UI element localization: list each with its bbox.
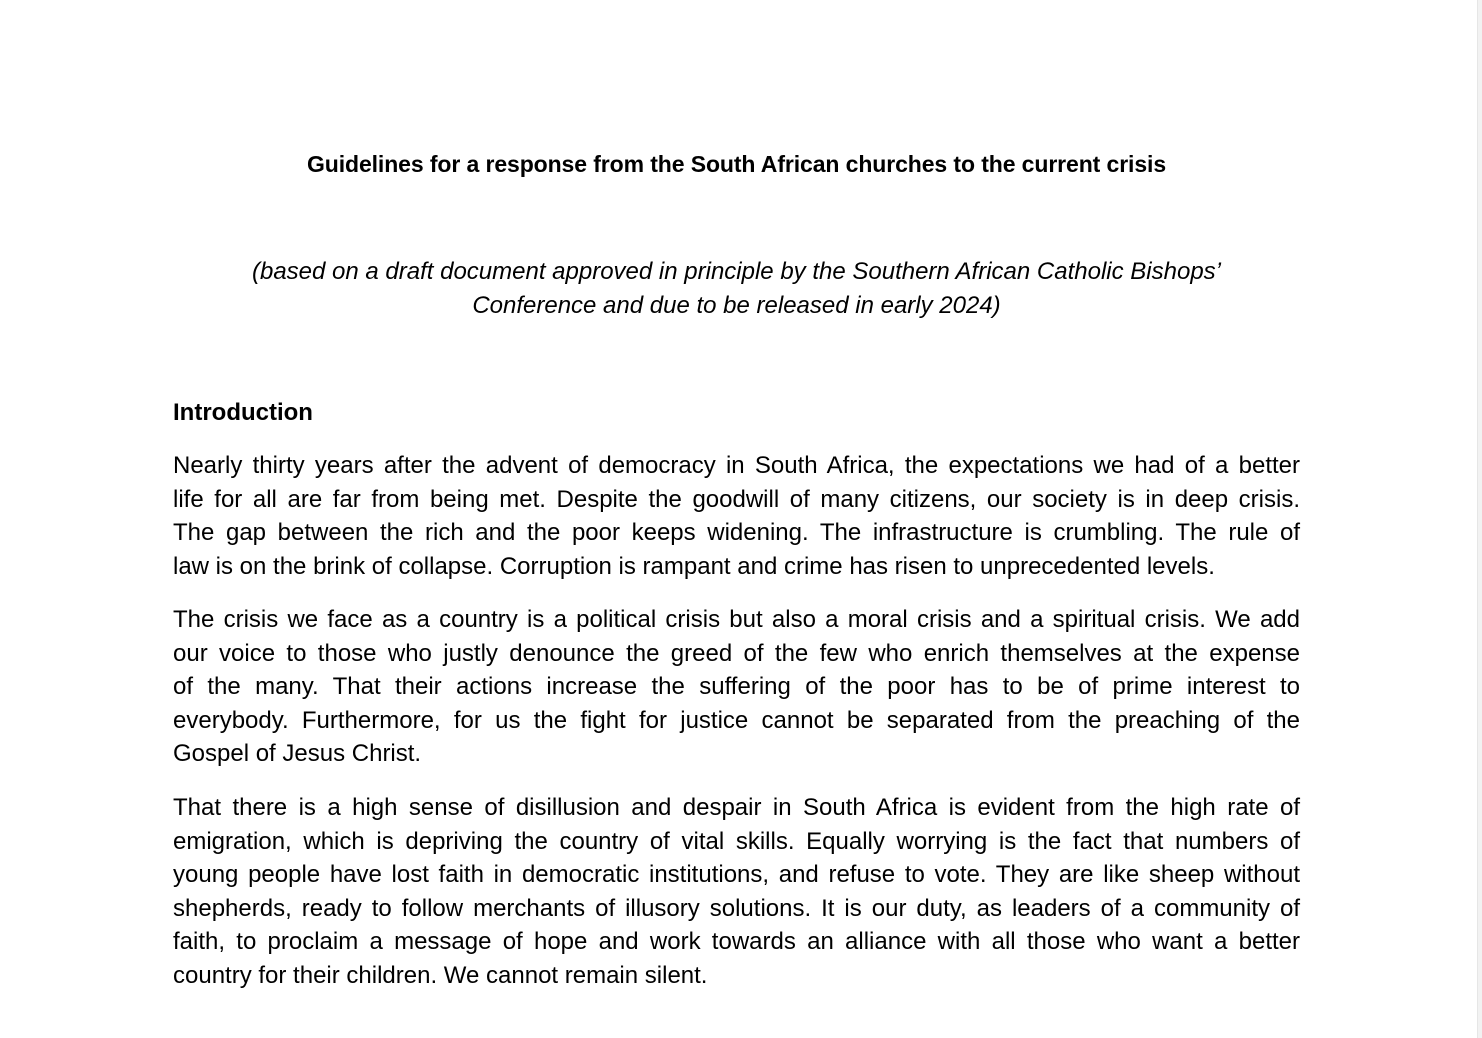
paragraph-line: of the many. That their actions increase the suffering of the poor has to be of prime interest to: [173, 673, 1300, 701]
paragraph-line: faith, to proclaim a message of hope and work towards an alliance with all those who want a better: [173, 928, 1300, 956]
paragraph-line: The gap between the rich and the poor keeps widening. The infrastructure is crumbling. The rule of: [173, 519, 1300, 547]
document-title: Guidelines for a response from the South African churches to the current crisis: [306, 151, 1167, 177]
subtitle-line: Conference and due to be released in early 2024): [472, 292, 1001, 319]
paragraph-line: Nearly thirty years after the advent of democracy in South Africa, the expectations we had of a better: [173, 452, 1300, 479]
paragraph-line: everybody. Furthermore, for us the fight for justice cannot be separated from the preaching of the: [173, 706, 1300, 734]
paragraph-line: shepherds, ready to follow merchants of illusory solutions. It is our duty, as leaders of a community of: [173, 894, 1300, 922]
paragraph-line: country for their children. We cannot remain silent.: [173, 961, 708, 989]
paragraph-line: law is on the brink of collapse. Corruption is rampant and crime has risen to unprecedented levels.: [173, 552, 1215, 580]
subtitle-line: (based on a draft document approved in principle by the Southern African Catholic Bishops’: [251, 258, 1221, 285]
paragraph-line: The crisis we face as a country is a political crisis but also a moral crisis and a spiritual crisis. We add: [173, 606, 1300, 633]
section-heading: Introduction: [173, 399, 313, 426]
paragraph-1: [173, 449, 1300, 583]
paragraph-line: life for all are far from being met. Despite the goodwill of many citizens, our society is in deep crisis.: [173, 485, 1300, 513]
paragraph-line: our voice to those who justly denounce the greed of the few who enrich themselves at the expense: [173, 639, 1300, 667]
window-edge: [1477, 0, 1482, 1038]
paragraph-line: young people have lost faith in democratic institutions, and refuse to vote. They are like sheep without: [173, 861, 1300, 889]
paragraph-line: That there is a high sense of disillusion and despair in South Africa is evident from the high rate of: [173, 794, 1300, 821]
paragraph-line: Gospel of Jesus Christ.: [173, 740, 422, 768]
paragraph-line: emigration, which is depriving the country of vital skills. Equally worrying is the fact that numbers of: [173, 827, 1300, 855]
document-subtitle: [173, 255, 1300, 323]
paragraph-3: [173, 791, 1300, 993]
paragraph-2: [173, 603, 1300, 771]
